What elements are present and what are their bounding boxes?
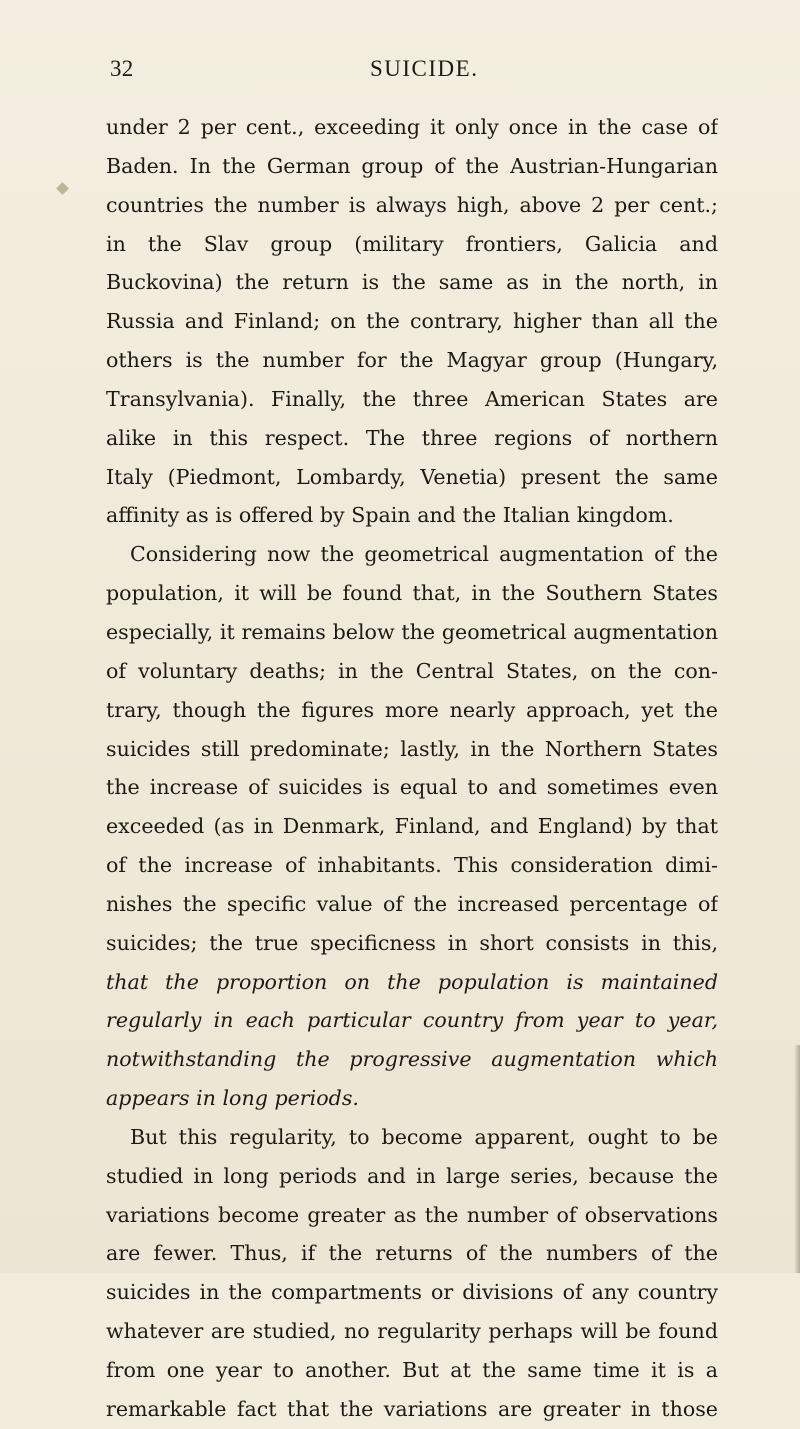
text-line-31: suicides in the compartments or divisions of any country [106, 1280, 718, 1305]
text-line-10: Italy (Piedmont, Lombardy, Venetia) present the same [106, 464, 718, 489]
text-line-28: studied in long periods and in large series, because the [106, 1163, 718, 1188]
text-line-9: alike in this respect. The three regions of northern [106, 425, 718, 450]
text-line-22: suicides; the true specificness in short consists in this, [106, 930, 718, 955]
text-line-14: especially, it remains below the geometrical augmentation [106, 619, 718, 644]
text-line-1: under 2 per cent., exceeding it only once in the case of [106, 115, 718, 139]
text-line-12: Considering now the geometrical augmentation of the [130, 542, 718, 567]
text-line-7: others is the number for the Magyar group (Hungary, [106, 348, 718, 373]
text-line-4: in the Slav group (military frontiers, Galicia and [106, 231, 718, 256]
text-line-23: that the proportion on the population is maintained [106, 969, 718, 994]
text-line-13: population, it will be found that, in the Southern States [106, 581, 718, 606]
text-line-2: Baden. In the German group of the Austrian-Hungarian [106, 153, 718, 178]
text-line-5: Buckovina) the return is the same as in the north, in [106, 270, 718, 295]
text-line-30: are fewer. Thus, if the returns of the numbers of the [106, 1241, 718, 1266]
text-line-3: countries the number is always high, above 2 per cent.; [106, 192, 718, 217]
text-line-33: from one year to another. But at the same time it is a [106, 1358, 718, 1382]
text-line-8: Transylvania). Finally, the three American States are [106, 386, 718, 411]
text-line-34: remarkable fact that the variations are greater in those [106, 1396, 718, 1421]
text-line-24: regularly in each particular country from year to year, [106, 1008, 718, 1033]
running-head: SUICIDE. [370, 56, 479, 81]
page-header [110, 56, 710, 86]
page-edge-shadow [794, 1045, 800, 1273]
page-number: 32 [110, 56, 134, 81]
text-line-25: notwithstanding the progressive augmentation which [106, 1047, 718, 1072]
text-line-27: But this regularity, to become apparent, ought to be [130, 1124, 718, 1149]
text-line-29: variations become greater as the number of observations [106, 1202, 718, 1227]
text-line-32: whatever are studied, no regularity perhaps will be found [106, 1319, 718, 1344]
text-line-26: appears in long periods. [106, 1086, 359, 1111]
text-line-6: Russia and Finland; on the contrary, higher than all the [106, 309, 718, 334]
text-line-21: nishes the specific value of the increased percentage of [106, 891, 718, 916]
text-line-19: exceeded (as in Denmark, Finland, and England) by that [106, 814, 718, 839]
text-line-17: suicides still predominate; lastly, in the Northern States [106, 736, 718, 761]
text-line-15: of voluntary deaths; in the Central States, on the con- [106, 658, 718, 683]
body-text [106, 108, 718, 1429]
text-line-20: of the increase of inhabitants. This consideration dimi- [106, 853, 718, 878]
text-line-16: trary, though the figures more nearly approach, yet the [106, 697, 718, 722]
text-line-18: the increase of suicides is equal to and sometimes even [106, 775, 718, 800]
text-line-11: affinity as is offered by Spain and the Italian kingdom. [106, 503, 674, 528]
margin-mark [56, 182, 69, 195]
